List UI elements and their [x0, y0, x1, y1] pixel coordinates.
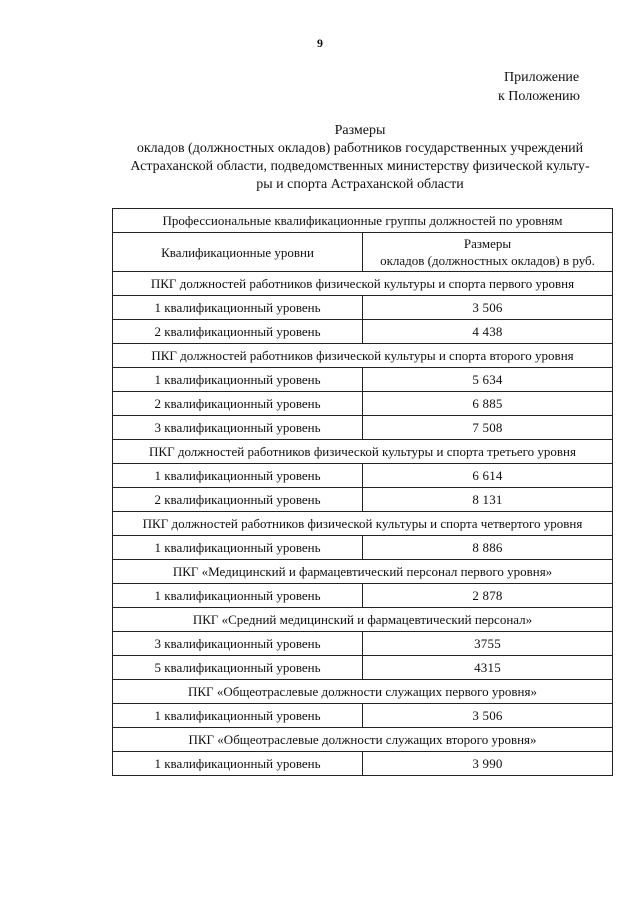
table-row — [113, 416, 613, 440]
salary-value: 5 634 — [363, 368, 613, 392]
group-title: ПКГ «Средний медицинский и фармацевтический персонал» — [113, 608, 613, 632]
qualification-level: 1 квалификационный уровень — [113, 536, 363, 560]
salary-value: 3 506 — [363, 296, 613, 320]
group-header-row — [113, 680, 613, 704]
table-row — [113, 584, 613, 608]
table-row — [113, 320, 613, 344]
group-title: ПКГ «Общеотраслевые должности служащих первого уровня» — [113, 680, 613, 704]
salary-value: 3 506 — [363, 704, 613, 728]
qualification-level: 2 квалификационный уровень — [113, 392, 363, 416]
table-row — [113, 632, 613, 656]
qualification-level: 2 квалификационный уровень — [113, 320, 363, 344]
salary-value: 4 438 — [363, 320, 613, 344]
appendix-line-2: к Положению — [498, 89, 581, 104]
group-title: ПКГ должностей работников физической культуры и спорта первого уровня — [113, 272, 613, 296]
column-header-level: Квалификационные уровни — [113, 233, 363, 272]
title-line-3: ры и спорта Астраханской области — [256, 177, 464, 192]
table-row — [113, 656, 613, 680]
group-title: ПКГ должностей работников физической культуры и спорта второго уровня — [113, 344, 613, 368]
appendix-line-1: Приложение — [504, 70, 580, 85]
qualification-level: 1 квалификационный уровень — [113, 752, 363, 776]
qualification-level: 1 квалификационный уровень — [113, 464, 363, 488]
qualification-level: 1 квалификационный уровень — [113, 584, 363, 608]
table-header-row — [113, 209, 613, 233]
page-number: 9 — [317, 36, 323, 50]
group-header-row — [113, 728, 613, 752]
table-row — [113, 704, 613, 728]
group-header-row — [113, 608, 613, 632]
group-title: ПКГ «Общеотраслевые должности служащих второго уровня» — [113, 728, 613, 752]
column-header-size — [363, 233, 613, 272]
table-main-header: Профессиональные квалификационные группы должностей по уровням — [113, 209, 613, 233]
table-row — [113, 392, 613, 416]
salary-value: 7 508 — [363, 416, 613, 440]
group-title: ПКГ «Медицинский и фармацевтический персонал первого уровня» — [113, 560, 613, 584]
salary-value: 6 885 — [363, 392, 613, 416]
salary-value: 8 131 — [363, 488, 613, 512]
qualification-level: 1 квалификационный уровень — [113, 368, 363, 392]
group-header-row — [113, 512, 613, 536]
document-title — [108, 122, 612, 194]
table-column-header-row — [113, 233, 613, 272]
title-line-1: окладов (должностных окладов) работников государственных учреждений — [136, 141, 584, 156]
table-row — [113, 488, 613, 512]
appendix-note — [498, 68, 580, 106]
table-row — [113, 752, 613, 776]
table-row — [113, 536, 613, 560]
table-row — [113, 296, 613, 320]
group-header-row — [113, 560, 613, 584]
group-header-row — [113, 440, 613, 464]
table-row — [113, 368, 613, 392]
salary-value: 4315 — [363, 656, 613, 680]
qualification-level: 1 квалификационный уровень — [113, 296, 363, 320]
title-line-2: Астраханской области, подведомственных министерству физической культу- — [130, 159, 590, 174]
salary-value: 2 878 — [363, 584, 613, 608]
qualification-level: 3 квалификационный уровень — [113, 416, 363, 440]
group-title: ПКГ должностей работников физической культуры и спорта четвертого уровня — [113, 512, 613, 536]
title-heading: Размеры — [334, 123, 386, 138]
salary-value: 6 614 — [363, 464, 613, 488]
column-header-size-line-2: окладов (должностных окладов) в руб. — [380, 253, 595, 268]
salary-table — [112, 208, 613, 776]
salary-value: 3 990 — [363, 752, 613, 776]
salary-value: 3755 — [363, 632, 613, 656]
group-header-row — [113, 272, 613, 296]
qualification-level: 2 квалификационный уровень — [113, 488, 363, 512]
column-header-size-line-1: Размеры — [463, 236, 512, 251]
qualification-level: 3 квалификационный уровень — [113, 632, 363, 656]
qualification-level: 1 квалификационный уровень — [113, 704, 363, 728]
salary-value: 8 886 — [363, 536, 613, 560]
table-row — [113, 464, 613, 488]
group-header-row — [113, 344, 613, 368]
group-title: ПКГ должностей работников физической культуры и спорта третьего уровня — [113, 440, 613, 464]
qualification-level: 5 квалификационный уровень — [113, 656, 363, 680]
